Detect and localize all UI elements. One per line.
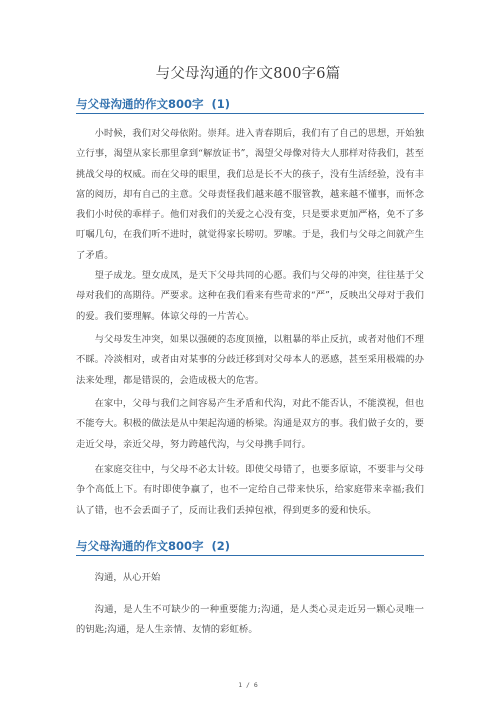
section-heading-2 xyxy=(76,537,424,556)
section-heading-1 xyxy=(76,95,424,114)
section-heading-2-text: 与父母沟通的作文800字 (2) xyxy=(76,539,231,553)
paragraph: 在家庭交往中，与父母不必太计较。即使父母错了，也要多原谅，不要非与父母争个高低上下。有时即使争赢了，也不一定给自己带来快乐，给家庭带来幸福;我们认了错，也不会丢面子了，反而让我们丢掉包袱，得到更多的爱和快乐。 xyxy=(76,464,424,516)
paragraph: 沟通，从心开始 xyxy=(94,572,161,583)
paragraph: 小时候，我们对父母依附。崇拜。进入青春期后，我们有了自己的思想，开始独立行事，渴望从家长那里拿到“解放证书”，渴望父母像对待大人那样对待我们，甚至挑战父母的权威。而在父母的眼里，我们总是长不大的孩子，没有生活经验，没有丰富的阅历，却有自己的主意。父母责怪我们越来越不服管教，越来越不懂事，而怀念我们小时侯的乖样子。他们对我们的关爱之心没有变，只是要求更加严格，免不了多叮嘱几句，在我们听不进时，就觉得家长唠叨。罗嗦。于是，我们与父母之间就产生了矛盾。 xyxy=(76,128,424,261)
paragraph: 沟通，是人生不可缺少的一种重要能力;沟通，是人类心灵走近另一颗心灵唯一的钥匙;沟通，是人生亲情、友情的彩虹桥。 xyxy=(76,604,424,636)
paragraph: 望子成龙。望女成凤，是天下父母共同的心愿。我们与父母的冲突，往往基于父母对我们的高期待。严要求。这种在我们看来有些苛求的“严”，反映出父母对于我们的爱。我们要理解。体谅父母的一片苦心。 xyxy=(76,270,424,322)
page-title: 与父母沟通的作文800字6篇 xyxy=(155,66,341,82)
section-heading-1-text: 与父母沟通的作文800字 (1) xyxy=(76,97,231,111)
paragraph: 与父母发生冲突，如果以强硬的态度顶撞，以粗暴的举止反抗，或者对他们不理不睬。冷淡相对，或者由对某事的分歧迁移到对父母本人的恶感，甚至采用极端的办法来处理，都是错误的，会造成极大的危害。 xyxy=(76,334,424,386)
page-footer: 1 / 6 xyxy=(238,681,258,689)
paragraph: 在家中，父母与我们之间容易产生矛盾和代沟，对此不能否认，不能漠视，但也不能夸大。积极的做法是从中架起沟通的桥梁。沟通是双方的事。我们做子女的，要走近父母，亲近父母，努力跨越代沟，与父母携手同行。 xyxy=(76,398,424,450)
